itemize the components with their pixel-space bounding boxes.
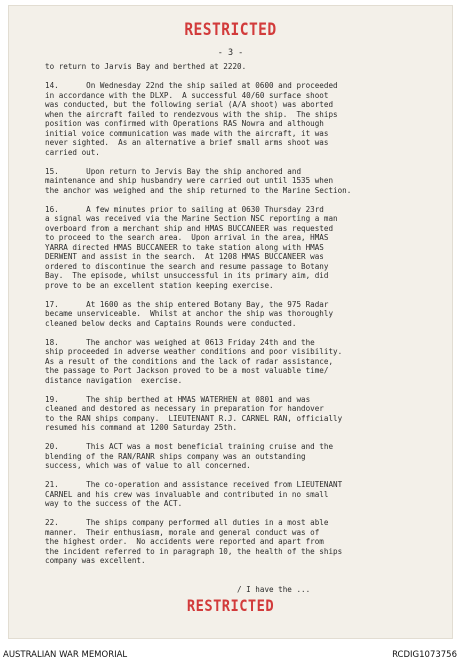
text-line: 19. The ship berthed at HMAS WATERHEN at 0801 and was — [45, 394, 311, 404]
text-line: the anchor was weighed and the ship returned to the Marine Section. — [45, 185, 352, 195]
text-line: in accordance with the DLXP. A successful 40/60 surface shoot — [45, 90, 329, 100]
text-line: cleaned below decks and Captains Rounds were conducted. — [45, 318, 297, 328]
text-line: carried out. — [45, 147, 100, 157]
text-line: success, which was of value to all concerned. — [45, 461, 251, 470]
document-page — [9, 6, 452, 638]
restricted-stamp-top: RESTRICTED — [184, 20, 277, 40]
text-line: 15. Upon return to Jervis Bay the ship anchored and — [45, 166, 302, 176]
text-line: 20. This ACT was a most beneficial training cruise and the — [45, 442, 334, 451]
text-line: 21. The co-operation and assistance received from LIEUTENANT — [45, 480, 343, 489]
text-line: ordered to discontinue the search and resume passage to Botany — [45, 261, 329, 271]
text-line: became unserviceable. Whilst at anchor the ship was thoroughly — [45, 309, 334, 318]
page-number: - 3 - — [217, 48, 244, 58]
text-line: a signal was received via the Marine Section NSC reporting a man — [45, 214, 338, 223]
text-line: blending of the RAN/RANR ships company was an outstanding — [45, 451, 306, 461]
text-line: initial voice communication was made with the aircraft, it was — [45, 128, 329, 138]
text-line: to the RAN ships company. LIEUTENANT R.J. CARNEL RAN, officially — [45, 413, 343, 423]
text-line: manner. Their enthusiasm, morale and general conduct was of — [45, 527, 320, 537]
text-line: to return to Jarvis Bay and berthed at 2220. — [45, 62, 247, 71]
text-line: the highest order. No accidents were reported and apart from — [45, 537, 324, 546]
text-line: DERWENT and assist in the search. At 1208 HMAS BUCCANEER was — [45, 252, 324, 261]
text-line: company was excellent. — [45, 556, 146, 565]
text-line: distance navigation exercise. — [45, 375, 183, 385]
text-line: / I have the ... — [45, 584, 311, 594]
text-line: Bay. The episode, whilst unsuccessful in its primary aim, did — [45, 271, 329, 280]
text-line: cleaned and destored as necessary in preparation for handover — [45, 404, 324, 413]
text-line: never sighted. As an alternative a brief small arms shoot was — [45, 138, 329, 147]
text-line: position was confirmed with Operations RAS Nowra and although — [45, 119, 324, 128]
text-line: was conducted, but the following serial (A/A shoot) was aborted — [45, 100, 334, 109]
text-line: when the aircraft failed to rendezvous with the ship. The ships — [45, 109, 338, 119]
text-line: prove to be an excellent station keeping exercise. — [45, 280, 274, 290]
text-line: resumed his command at 1200 Saturday 25th. — [45, 423, 238, 432]
text-line: to proceed to the search area. Upon arrival in the area, HMAS — [45, 233, 329, 242]
archive-name: AUSTRALIAN WAR MEMORIAL — [3, 650, 128, 660]
text-line: maintenance and ship husbandry were carried out until 1535 when — [45, 176, 334, 185]
text-line: ship proceeded in adverse weather conditions and poor visibility. — [45, 347, 343, 356]
text-line: 17. At 1600 as the ship entered Botany Bay, the 975 Radar — [45, 299, 329, 309]
restricted-stamp-bottom: RESTRICTED — [186, 596, 275, 615]
text-line: the incident referred to in paragraph 10, the health of the ships — [45, 546, 343, 556]
text-line: 16. A few minutes prior to sailing at 0630 Thursday 23rd — [45, 204, 324, 214]
archive-footer — [0, 644, 461, 666]
text-line: CARNEL and his crew was invaluable and contributed in no small — [45, 489, 329, 499]
text-line: YARRA directed HMAS BUCCANEER to take station along with HMAS — [45, 242, 324, 252]
text-line: the passage to Port Jackson proved to be a most valuable time/ — [45, 366, 329, 375]
text-line: way to the success of the ACT. — [45, 499, 183, 508]
archive-reference: RCDIG1073756 — [392, 650, 457, 660]
text-line: overboard from a merchant ship and HMAS BUCCANEER was requested — [45, 223, 334, 233]
text-line: 14. On Wednesday 22nd the ship sailed at 0600 and proceeded — [45, 81, 338, 90]
text-line: 22. The ships company performed all duties in a most able — [45, 518, 329, 527]
text-line: As a result of the conditions and the lack of radar assistance, — [45, 356, 334, 366]
text-line: 18. The anchor was weighed at 0613 Friday 24th and the — [45, 337, 315, 347]
